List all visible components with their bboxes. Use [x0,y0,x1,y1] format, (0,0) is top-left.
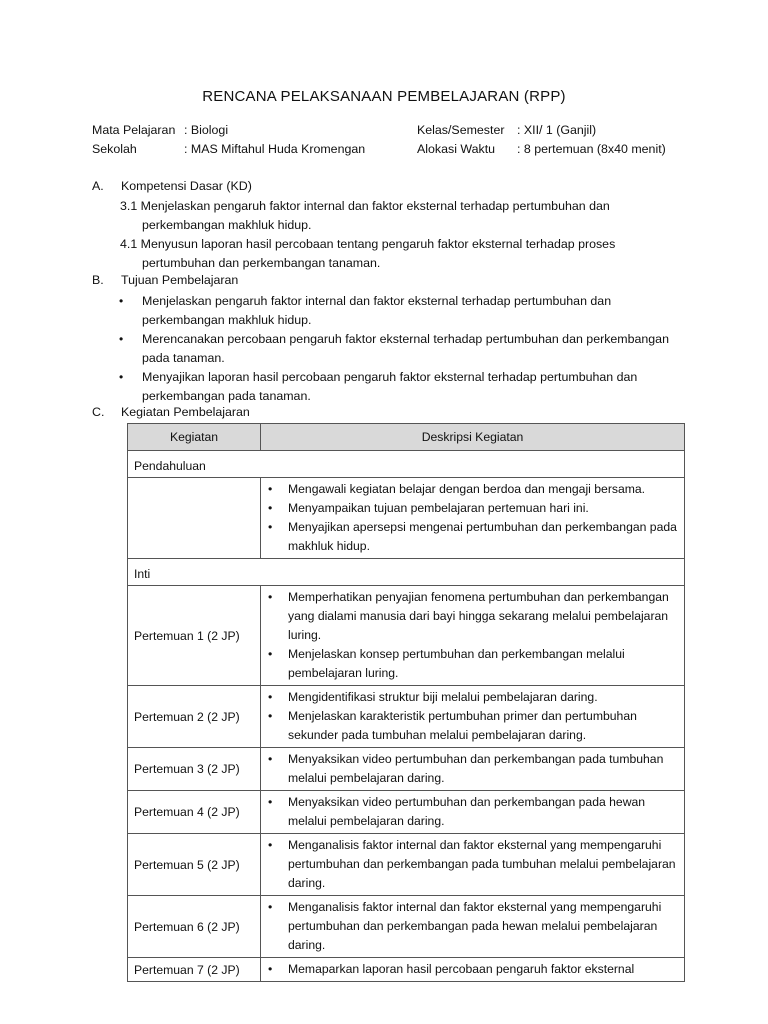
section-b-letter: B. [92,273,104,287]
kd-item: 4.1 Menyusun laporan hasil percobaan tentang pengaruh faktor eksternal terhadap proses pertumbuhan dan perkembangan tanaman. [120,237,616,270]
table-row [128,586,685,686]
tujuan-item: • Merencanakan percobaan pengaruh faktor eksternal terhadap pertumbuhan dan perkembangan pada tanaman. [117,330,677,368]
section-a-title: Kompetensi Dasar (KD) [121,179,252,193]
pertemuan-list [261,686,684,747]
list-item: • Mengidentifikasi struktur biji melalui pembelajaran daring. [261,688,678,707]
pertemuan-label: Pertemuan 1 (2 JP) [128,586,261,686]
section-c-letter: C. [92,405,105,419]
list-item: • Menyajikan apersepsi mengenai pertumbuhan dan perkembangan pada makhluk hidup. [261,518,678,556]
empty-cell [128,478,261,559]
alokasi-label: Alokasi Waktu [417,142,496,156]
pendahuluan-content-row [128,478,685,559]
list-item: • Menganalisis faktor internal dan faktor eksternal yang mempengaruhi pertumbuhan dan perkembangan pada tumbuhan melalui pembelajaran daring. [261,836,678,893]
mapel-value: : Biologi [184,123,229,137]
pertemuan-label: Pertemuan 2 (2 JP) [128,686,261,748]
table-row [128,686,685,748]
inti-label: Inti [134,566,151,581]
table-row [128,748,685,791]
kelas-label: Kelas/Semester [417,123,505,137]
section-a-letter: A. [92,179,104,193]
pertemuan-label: Pertemuan 3 (2 JP) [128,748,261,791]
list-item: • Memperhatikan penyajian fenomena pertumbuhan dan perkembangan yang dialami manusia dari bayi hingga sekarang melalui pembelajaran luring. [261,588,678,645]
pertemuan-list [261,958,684,981]
meta-block [92,121,692,159]
list-item: • Menyaksikan video pertumbuhan dan perkembangan pada tumbuhan melalui pembelajaran daring. [261,750,678,788]
pertemuan-label: Pertemuan 5 (2 JP) [128,834,261,896]
table-header-row [128,424,685,451]
pendahuluan-row [128,451,685,478]
kd-item: 3.1 Menjelaskan pengaruh faktor internal dan faktor eksternal terhadap pertumbuhan dan perkembangan makhluk hidup. [120,199,610,232]
section-c-heading [92,405,250,419]
pertemuan-list [261,834,684,895]
pertemuan-label: Pertemuan 4 (2 JP) [128,791,261,834]
pertemuan-list [261,586,684,685]
meta-row-1 [92,121,692,140]
pertemuan-list [261,791,684,833]
list-item: • Menyaksikan video pertumbuhan dan perkembangan pada hewan melalui pembelajaran daring. [261,793,678,831]
section-a-heading [92,179,252,193]
sekolah-label: Sekolah [92,142,137,156]
inti-row [128,559,685,586]
meta-row-2 [92,140,692,159]
table-row [128,958,685,982]
list-item: • Mengawali kegiatan belajar dengan berdoa dan mengaji bersama. [261,480,678,499]
sekolah-value: : MAS Miftahul Huda Kromengan [184,142,366,156]
table-row [128,834,685,896]
pertemuan-list [261,748,684,790]
list-item: • Menyampaikan tujuan pembelajaran pertemuan hari ini. [261,499,678,518]
tujuan-item: • Menjelaskan pengaruh faktor internal dan faktor eksternal terhadap pertumbuhan dan perkembangan makhluk hidup. [117,292,677,330]
section-c-title: Kegiatan Pembelajaran [121,405,250,419]
pertemuan-label: Pertemuan 6 (2 JP) [128,896,261,958]
section-b-heading [92,273,238,287]
header-deskripsi: Deskripsi Kegiatan [261,424,685,451]
pendahuluan-label: Pendahuluan [134,458,206,473]
document-title: RENCANA PELAKSANAAN PEMBELAJARAN (RPP) [202,88,566,105]
list-item: • Menjelaskan karakteristik pertumbuhan primer dan pertumbuhan sekunder pada tumbuhan melalui pembelajaran daring. [261,707,678,745]
list-item: • Menganalisis faktor internal dan faktor eksternal yang mempengaruhi pertumbuhan dan perkembangan pada hewan melalui pembelajaran daring. [261,898,678,955]
tujuan-list [117,292,677,406]
list-item: • Memaparkan laporan hasil percobaan pengaruh faktor eksternal [261,960,678,979]
table-row [128,791,685,834]
section-b-title: Tujuan Pembelajaran [121,273,239,287]
pendahuluan-list [261,478,684,558]
alokasi-value: : 8 pertemuan (8x40 menit) [517,142,666,156]
kegiatan-table [127,423,685,982]
table-row [128,896,685,958]
kelas-value: : XII/ 1 (Ganjil) [517,123,597,137]
pertemuan-list [261,896,684,957]
pertemuan-label: Pertemuan 7 (2 JP) [128,958,261,982]
list-item: • Menjelaskan konsep pertumbuhan dan perkembangan melalui pembelajaran luring. [261,645,678,683]
tujuan-item: • Menyajikan laporan hasil percobaan pengaruh faktor eksternal terhadap pertumbuhan dan perkembangan pada tanaman. [117,368,677,406]
kd-list [120,197,660,273]
header-kegiatan: Kegiatan [128,424,261,451]
mapel-label: Mata Pelajaran [92,123,176,137]
